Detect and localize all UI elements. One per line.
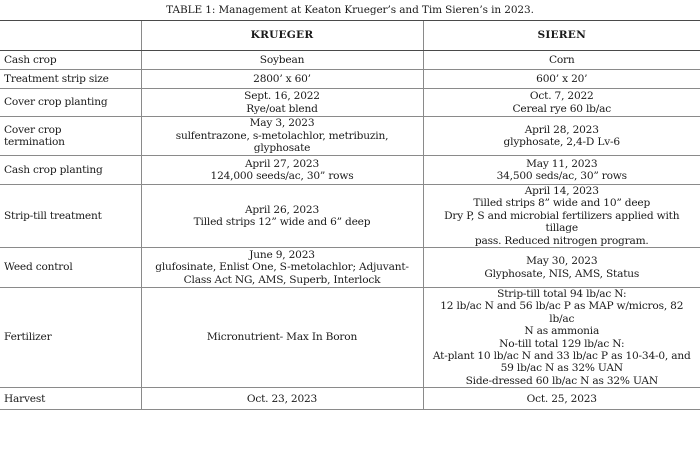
cell-sieren-line: Oct. 25, 2023 — [526, 392, 597, 405]
cell-krueger — [141, 288, 423, 388]
cell-sieren — [423, 388, 700, 410]
table-row — [0, 185, 700, 248]
cell-krueger-line: glyphosate — [253, 142, 311, 155]
cell-sieren-line: Strip-till total 94 lb/ac N: — [497, 288, 627, 301]
row-label — [0, 288, 141, 388]
management-table — [0, 21, 700, 410]
row-label — [0, 70, 141, 89]
cell-krueger-line: glufosinate, Enlist One, S-metolachlor; Adjuvant- — [155, 261, 409, 274]
cell-sieren-line: Dry P, S and microbial fertilizers applied with tillage — [444, 209, 680, 235]
table-row — [0, 70, 700, 89]
header-krueger: KRUEGER — [141, 21, 423, 51]
row-label-line: Cover crop — [4, 123, 62, 136]
cell-krueger-line: April 27, 2023 — [244, 157, 319, 170]
row-label-line: Harvest — [4, 392, 46, 405]
cell-sieren-line: Corn — [548, 53, 575, 66]
cell-sieren-line: Tilled strips 8” wide and 10” deep — [473, 197, 651, 210]
table-caption: TABLE 1: Management at Keaton Krueger’s and Tim Sieren’s in 2023. — [0, 0, 700, 21]
cell-krueger — [141, 156, 423, 185]
cell-sieren-line: Glyphosate, NIS, AMS, Status — [484, 267, 640, 280]
cell-krueger-line: Micronutrient- Max In Boron — [206, 331, 358, 344]
row-label-line: Strip-till treatment — [4, 209, 102, 222]
cell-sieren-line: N as ammonia — [524, 325, 600, 338]
table-row — [0, 156, 700, 185]
row-label — [0, 51, 141, 70]
row-label-line: Cash crop — [4, 53, 57, 66]
cell-sieren — [423, 70, 700, 89]
cell-krueger — [141, 248, 423, 288]
cell-krueger — [141, 117, 423, 156]
cell-sieren — [423, 156, 700, 185]
cell-sieren-line: Cereal rye 60 lb/ac — [512, 102, 611, 115]
cell-krueger-line: May 3, 2023 — [249, 117, 315, 130]
cell-krueger-line: April 26, 2023 — [244, 203, 319, 216]
cell-krueger-line: June 9, 2023 — [249, 248, 315, 261]
cell-krueger-line: 124,000 seeds/ac, 30” rows — [210, 170, 354, 182]
cell-krueger-line: Sept. 16, 2022 — [244, 90, 320, 103]
row-label — [0, 117, 141, 156]
cell-sieren-line: April 28, 2023 — [524, 123, 599, 136]
cell-krueger — [141, 185, 423, 248]
table-row — [0, 288, 700, 388]
table-header-row — [0, 21, 700, 51]
table-row — [0, 89, 700, 117]
row-label — [0, 89, 141, 117]
cell-sieren — [423, 288, 700, 388]
cell-krueger-line: sulfentrazone, s-metolachlor, metribuzin, — [175, 129, 389, 142]
cell-krueger-line: Class Act NG, AMS, Superb, Interlock — [183, 273, 381, 286]
cell-sieren-line: 59 lb/ac N as 32% UAN — [500, 362, 623, 375]
row-label — [0, 156, 141, 185]
row-label — [0, 248, 141, 288]
table-body — [0, 51, 700, 410]
cell-sieren — [423, 117, 700, 156]
cell-sieren-line: At-plant 10 lb/ac N and 33 lb/ac P as 10-34-0, and — [432, 350, 691, 363]
row-label — [0, 388, 141, 410]
cell-sieren — [423, 248, 700, 288]
row-label-line: Treatment strip size — [4, 72, 109, 85]
cell-sieren-line: 600’ x 20’ — [536, 72, 588, 85]
row-label-line: termination — [4, 136, 65, 148]
row-label-line: Cash crop planting — [4, 163, 103, 176]
cell-sieren-line: Oct. 7, 2022 — [529, 90, 594, 103]
cell-krueger-line: Rye/oat blend — [246, 102, 318, 115]
table-row — [0, 117, 700, 156]
cell-sieren — [423, 185, 700, 248]
table-row — [0, 51, 700, 70]
header-sieren: SIEREN — [423, 21, 700, 51]
cell-krueger — [141, 89, 423, 117]
cell-sieren-line: April 14, 2023 — [524, 185, 599, 197]
row-label — [0, 185, 141, 248]
cell-sieren-line: pass. Reduced nitrogen program. — [474, 234, 649, 247]
cell-sieren-line: glyphosate, 2,4-D Lv-6 — [503, 136, 620, 148]
cell-sieren-line: May 11, 2023 — [526, 157, 598, 170]
cell-krueger-line: Soybean — [259, 53, 305, 66]
row-label-line: Fertilizer — [4, 331, 52, 344]
cell-krueger — [141, 388, 423, 410]
cell-sieren — [423, 89, 700, 117]
table-row — [0, 248, 700, 288]
cell-krueger — [141, 51, 423, 70]
header-label-column — [0, 21, 141, 51]
cell-krueger-line: Oct. 23, 2023 — [246, 392, 318, 405]
cell-sieren-line: Side-dressed 60 lb/ac N as 32% UAN — [465, 374, 658, 387]
table-row — [0, 388, 700, 410]
row-label-line: Cover crop planting — [4, 96, 108, 109]
cell-sieren-line: May 30, 2023 — [526, 255, 598, 268]
cell-sieren-line: No-till total 129 lb/ac N: — [499, 337, 625, 350]
cell-krueger-line: 2800’ x 60’ — [253, 72, 311, 85]
cell-krueger — [141, 70, 423, 89]
row-label-line: Weed control — [4, 261, 73, 274]
cell-krueger-line: Tilled strips 12” wide and 6” deep — [193, 216, 371, 229]
cell-sieren — [423, 51, 700, 70]
cell-sieren-line: 12 lb/ac N and 56 lb/ac P as MAP w/micros, 82 lb/ac — [440, 300, 684, 325]
cell-sieren-line: 34,500 seds/ac, 30” rows — [496, 170, 627, 182]
